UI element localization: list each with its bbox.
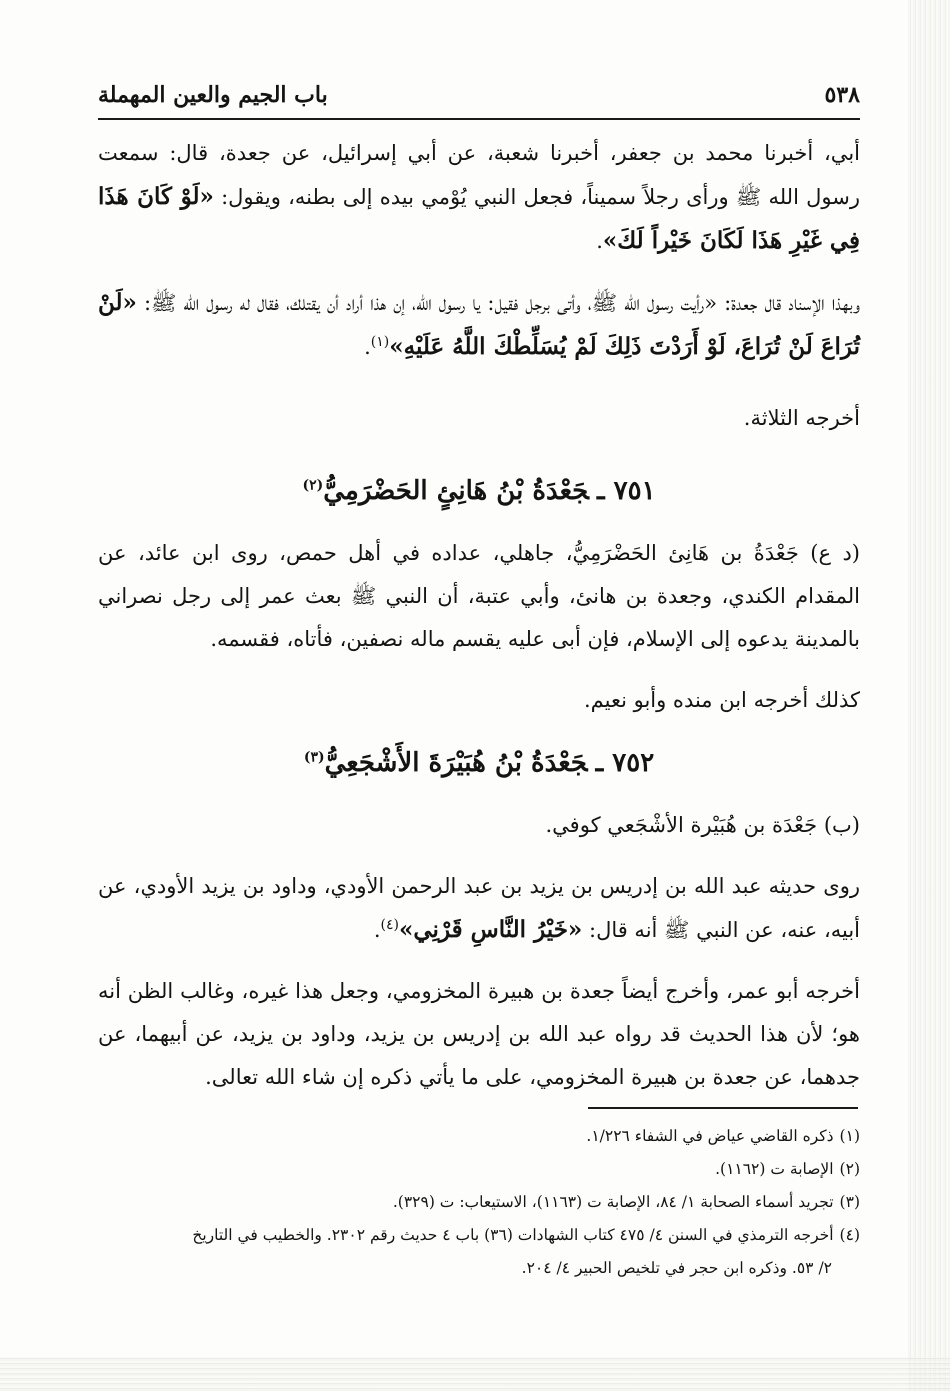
paragraph-end: . [373,918,381,942]
footnote-4-continuation: ٢/ ٥٣. وذكره ابن حجر في تلخيص الحبير ٤/ ٢٠٤. [521,1259,832,1277]
paragraph-hadith-1 [98,132,860,263]
page-number: ٥٣٨ [824,82,860,108]
footnote-label: (٣) [839,1193,860,1211]
paragraph-end: . [364,335,371,359]
footnote-label: (٢) [839,1160,860,1178]
footnote-text: الإصابة ت (١١٦٢). [715,1160,834,1178]
entry-number: ٧٥٢ ـ [595,748,655,778]
entry-number: ٧٥١ ـ [596,476,656,506]
paragraph-end: . [596,229,603,253]
footnote-4 [98,1219,860,1252]
footnote-separator [588,1107,858,1109]
footnote-1 [98,1120,860,1153]
footnote-label: (٤) [839,1226,860,1244]
entry-name: جَعْدَةُ بْنُ هُبَيْرَةَ الأَشْجَعِيُّ [324,748,588,778]
footnote-2 [98,1153,860,1186]
entry-heading-751 [98,468,860,514]
paragraph-text: وبهذا الإسناد قال جعدة: «رأيت رسول الله ﷺ، وأتى برجل فقيل: يا رسول الله، إن هذا أراد أن يقتلك، فقال له رسول الله ﷺ: [136,291,860,315]
entry-name: جَعْدَةُ بْنُ هَانِئٍ الحَضْرَمِيُّ [323,476,589,506]
running-title: باب الجيم والعين المهملة [98,82,328,108]
entry-heading-752 [98,740,860,786]
scan-edge-right [908,0,950,1391]
paragraph-hadith-2 [98,281,860,369]
footnote-text: ذكره القاضي عياض في الشفاء ١/٢٢٦. [586,1127,834,1145]
footnote-text: أخرجه الترمذي في السنن ٤/ ٤٧٥ كتاب الشهادات (٣٦) باب ٤ حديث رقم ٢٣٠٢. والخطيب في التاريخ [192,1226,834,1244]
paragraph-entry-751: (د ع) جَعْدَةُ بن هَانِئ الحَضْرَمِيُّ، جاهلي، عداده في أهل حمص، روى ابن عائد، عن المقدام الكندي، وجعدة بن هانئ، وأبي عتبة، أن النبي ﷺ بعث عمر إلى رجل نصراني بالمدينة يدعوه إلى الإسلام، فإن أبى عليه يقسم ماله نصفين، فأتاه، فقسمه. [98,541,860,651]
paragraph-text: روى حديثه عبد الله بن إدريس بن يزيد بن عبد الرحمن الأودي، وداود بن يزيد الأودي، عن أبيه، عنه، عن النبي ﷺ أنه قال: [98,874,860,942]
paragraph-text: أبي، أخبرنا محمد بن جعفر، أخبرنا شعبة، عن أبي إسرائيل، عن جعدة، قال: سمعت رسول الله ﷺ ورأى رجلاً سميناً، فجعل النبي يُوْمي بيده إلى بطنه، ويقول: [98,141,860,209]
page-header [98,80,860,120]
footnotes [98,1120,860,1285]
footnote-ref: (٢) [302,477,324,494]
scan-edge-bottom [0,1357,950,1391]
footnote-ref: (١) [370,334,390,350]
paragraph-takhrij-2: كذلك أخرجه ابن منده وأبو نعيم. [583,688,860,712]
footnote-ref: (٣) [303,749,325,766]
hadith-quote: «خَيْرُ النَّاسِ قَرْنِي» [399,916,583,943]
footnote-text: تجريد أسماء الصحابة ١/ ٨٤، الإصابة ت (١١٦٣)، الاستيعاب: ت (٣٢٩). [392,1193,834,1211]
footnote-ref: (٤) [380,917,400,933]
main-text [98,132,860,1099]
paragraph-entry-752: (ب) جَعْدَة بن هُبَيْرة الأشْجَعي كوفي. [545,813,860,837]
paragraph-takhrij-3: أخرجه أبو عمر، وأخرج أيضاً جعدة بن هبيرة المخزومي، وجعل هذا غيره، وغالب الظن أنه هو؛ لأن هذا الحديث قد رواه عبد الله بن إدريس بن يزيد، وداود بن يزيد، عن أبيهما، عن جدهما، عن جعدة بن هبيرة المخزومي، على ما يأتي ذكره إن شاء الله تعالى. [98,979,860,1089]
footnote-label: (١) [839,1127,860,1145]
footnote-3 [98,1186,860,1219]
hadith-quote: «لَنْ تُرَاعَ لَنْ تُرَاعَ، لَوْ أَرَدْتَ ذَلِكَ لَمْ يُسَلِّطْكَ اللَّهُ عَلَيْهِ» [98,289,860,360]
paragraph-takhrij-1: أخرجه الثلاثة. [743,406,860,430]
paragraph-hadith-3 [98,865,860,952]
hadith-quote: «لَوْ كَانَ هَذَا فِي غَيْرِ هَذَا لَكَانَ خَيْراً لَكَ» [98,183,860,254]
